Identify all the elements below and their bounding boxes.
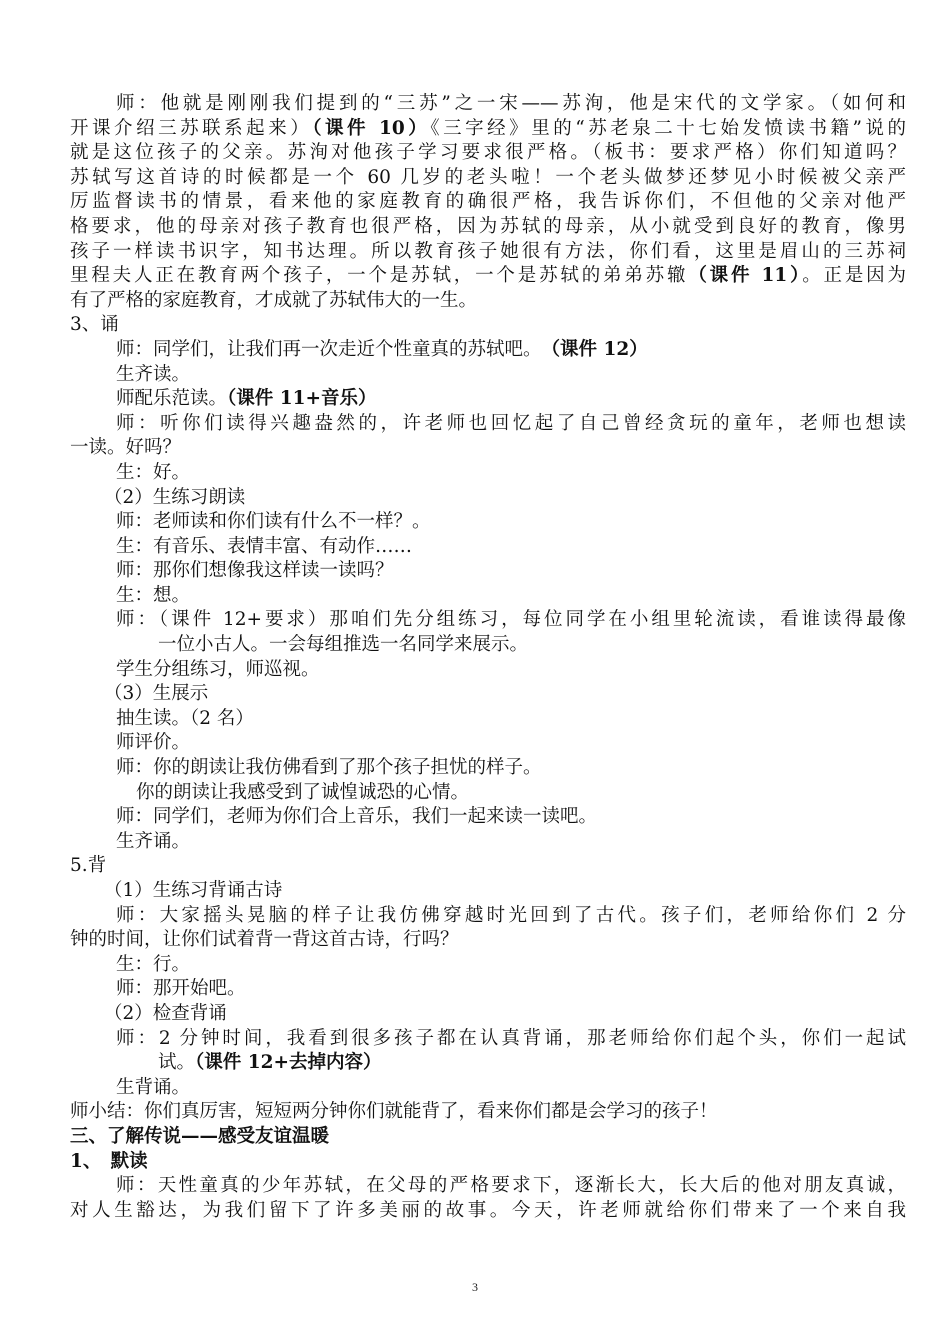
text-segment: 生：好。	[116, 461, 191, 483]
text-line	[70, 92, 906, 117]
text-line	[70, 190, 906, 215]
text-segment: 生背诵。	[116, 1076, 191, 1098]
text-segment: 试。	[158, 1052, 196, 1074]
text-line	[70, 412, 906, 437]
text-line	[70, 461, 906, 486]
text-segment: 生：行。	[116, 953, 191, 975]
text-segment: （3）生展示	[104, 683, 209, 705]
page-number: 3	[472, 1280, 478, 1294]
text-line	[70, 313, 906, 338]
text-segment: 师：同学们，老师为你们合上音乐，我们一起来读一读吧。	[116, 806, 598, 828]
text-segment: 一位小古人。一会每组推选一名同学来展示。	[158, 634, 529, 656]
text-segment: 有了严格的家庭教育，才成就了苏轼伟大的一生。	[70, 289, 478, 311]
text-line	[70, 1174, 906, 1199]
text-line	[70, 141, 906, 166]
bold-text-segment: （课件 12）	[550, 338, 648, 360]
text-line	[70, 1076, 906, 1101]
bold-text-segment: （课件 12+去掉内容）	[195, 1052, 382, 1074]
text-line	[70, 756, 906, 781]
text-line	[70, 535, 906, 560]
text-segment: 《三字经》里的“苏老泉二十七始发愤读书籍”说的	[430, 117, 906, 139]
text-line	[70, 731, 906, 756]
text-segment: 师：同学们，让我们再一次走近个性童真的苏轼吧。	[116, 338, 551, 360]
bold-text-segment: （课件 11）	[688, 265, 803, 287]
text-segment: 孩子一样读书识字，知书达理。所以教育孩子她很有方法，你们看，这里是眉山的三苏祠	[70, 240, 906, 262]
text-line	[70, 363, 906, 388]
text-line	[70, 805, 906, 830]
text-line	[70, 928, 906, 953]
bold-text-segment: （课件 10）	[312, 117, 431, 139]
text-segment: 生齐读。	[116, 363, 191, 385]
text-segment: 师评价。	[116, 732, 191, 754]
text-line	[70, 658, 906, 683]
text-segment: 一读。好吗？	[70, 437, 182, 459]
text-line	[70, 608, 906, 633]
text-segment: 师：那开始吧。	[116, 978, 246, 1000]
text-line	[70, 387, 906, 412]
text-line	[70, 1199, 906, 1224]
text-segment: 生：想。	[116, 584, 191, 606]
text-segment: 就是这位孩子的父亲。苏洵对他孩子学习要求很严格。（板书：要求严格）你们知道吗？	[70, 142, 906, 164]
text-segment: 师：你的朗读让我仿佛看到了那个孩子担忧的样子。	[116, 757, 542, 779]
text-segment: 师：大家摇头晃脑的样子让我仿佛穿越时光回到了古代。孩子们，老师给你们 2 分	[116, 904, 906, 926]
text-line	[70, 264, 906, 289]
text-segment: 生：有音乐、表情丰富、有动作……	[116, 535, 413, 557]
text-segment: 师：2 分钟时间，我看到很多孩子都在认真背诵，那老师给你们起个头，你们一起试	[116, 1027, 906, 1049]
text-line	[70, 953, 906, 978]
text-segment: 里程夫人正在教育两个孩子，一个是苏轼，一个是苏轼的弟弟苏辙	[70, 265, 689, 287]
text-line	[70, 830, 906, 855]
text-line	[70, 289, 906, 314]
text-line	[70, 1100, 906, 1125]
text-line	[70, 240, 906, 265]
text-line	[70, 904, 906, 929]
text-segment: 师：听你们读得兴趣盎然的，许老师也回忆起了自己曾经贪玩的童年，老师也想读	[116, 412, 906, 434]
text-segment: 学生分组练习，师巡视。	[116, 658, 320, 680]
text-segment: 钟的时间，让你们试着背一背这首古诗，行吗？	[70, 929, 459, 951]
bold-text-segment: 三、了解传说——感受友谊温暖	[70, 1125, 330, 1147]
text-segment: 师：那你们想像我这样读一读吗？	[116, 560, 394, 582]
text-line	[70, 559, 906, 584]
text-segment: 格要求，他的母亲对孩子教育也很严格，因为苏轼的母亲，从小就受到良好的教育，像男	[70, 215, 906, 237]
text-line	[70, 977, 906, 1002]
text-segment: （1）生练习背诵古诗	[104, 880, 283, 901]
text-line	[70, 1002, 906, 1027]
text-segment: （2）检查背诵	[104, 1002, 227, 1024]
text-segment: 开课介绍三苏联系起来）	[70, 117, 313, 139]
text-segment: 师：老师读和你们读有什么不一样？。	[116, 511, 431, 533]
text-segment: 抽生读。（2 名）	[116, 707, 254, 729]
text-line	[70, 436, 906, 461]
text-line	[70, 682, 906, 707]
text-segment: 师配乐范读。	[116, 388, 228, 410]
text-line	[70, 781, 906, 806]
bold-text-segment: （课件 11+音乐）	[227, 388, 377, 410]
text-segment: 师：他就是刚刚我们提到的“三苏”之一宋——苏洵，他是宋代的文学家。（如何和	[116, 93, 906, 114]
text-line	[70, 166, 906, 191]
text-segment: 师：（课件 12+要求）那咱们先分组练习，每位同学在小组里轮流读，看谁读得最像	[116, 609, 906, 631]
document-body	[70, 92, 906, 1223]
text-segment: （2）生练习朗读	[104, 486, 246, 508]
text-line	[70, 215, 906, 240]
text-segment: 厉监督读书的情景，看来他的家庭教育的确很严格，我告诉你们，不但他的父亲对他严	[70, 191, 906, 213]
text-line	[70, 338, 906, 363]
text-line	[70, 633, 906, 658]
text-segment: 师：天性童真的少年苏轼，在父母的严格要求下，逐渐长大，长大后的他对朋友真诚，	[116, 1175, 906, 1197]
text-line	[70, 854, 906, 879]
text-segment: 师小结：你们真厉害，短短两分钟你们就能背了，看来你们都是会学习的孩子！	[70, 1101, 718, 1123]
text-line	[70, 486, 906, 511]
text-segment: 苏轼写这首诗的时候都是一个 60 几岁的老头啦！一个老头做梦还梦见小时候被父亲严	[70, 166, 906, 188]
text-line	[70, 879, 906, 904]
text-line	[70, 117, 906, 142]
text-line	[70, 510, 906, 535]
text-segment: 3、诵	[70, 314, 119, 336]
text-line	[70, 1150, 906, 1175]
text-line	[70, 1027, 906, 1052]
text-segment: 生齐诵。	[116, 830, 191, 852]
bold-text-segment: 1、 默读	[70, 1150, 148, 1172]
text-line	[70, 707, 906, 732]
text-line	[70, 584, 906, 609]
text-line	[70, 1125, 906, 1150]
text-segment: 你的朗读让我感受到了诚惶诚恐的心情。	[136, 781, 470, 803]
text-segment: 5.背	[70, 855, 107, 877]
text-line	[70, 1051, 906, 1076]
text-segment: 对人生豁达，为我们留下了许多美丽的故事。今天，许老师就给你们带来了一个来自我	[70, 1199, 906, 1221]
text-segment: 。正是因为	[802, 265, 906, 287]
